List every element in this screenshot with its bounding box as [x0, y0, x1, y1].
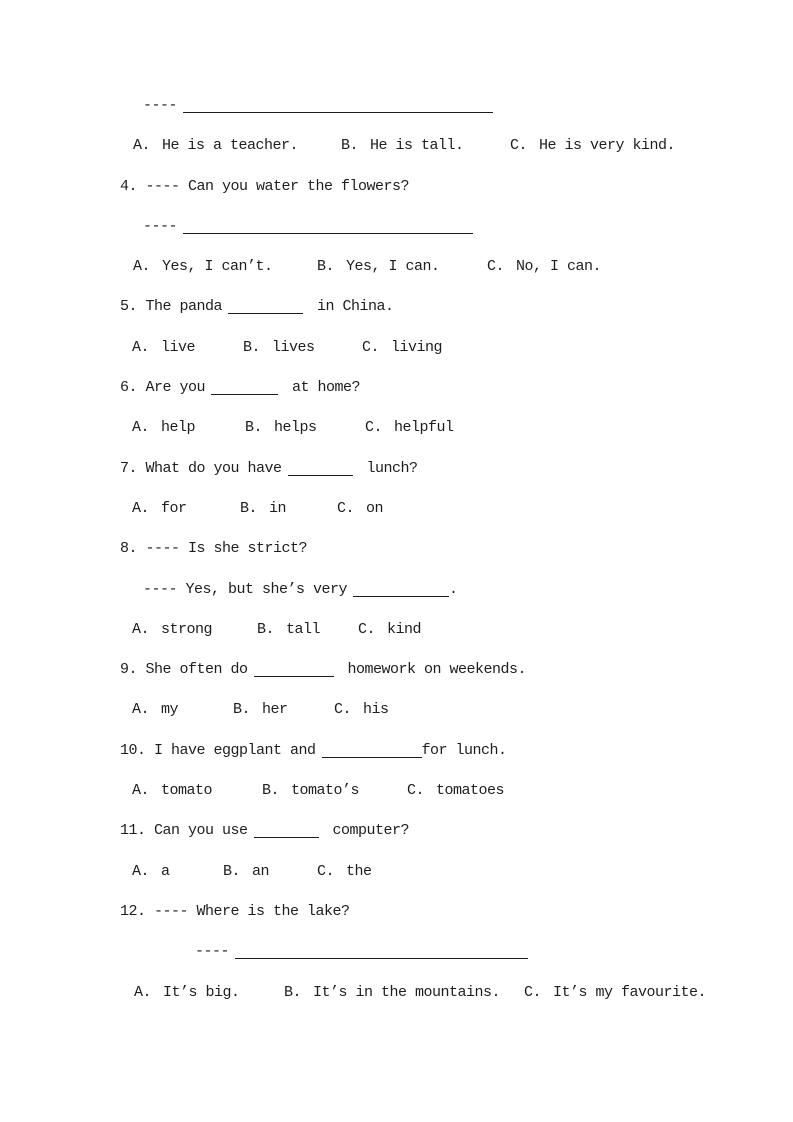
question-3-option-a: [133, 126, 298, 166]
question-10-option-b: [262, 771, 359, 811]
question-11-option-a: [132, 852, 170, 892]
question-8-prompt: 8. ---- Is she strict?: [120, 540, 308, 558]
option-text: Yes, I can’t.: [162, 258, 273, 276]
option-text: No, I can.: [516, 258, 602, 276]
option-text: It’s in the mountains.: [313, 983, 501, 1001]
option-text: strong: [161, 620, 213, 638]
question-5-option-b: [243, 328, 315, 368]
prompt-text: 5. The panda: [120, 298, 223, 316]
prompt-text: at home?: [292, 379, 361, 397]
option-text: an: [252, 862, 270, 880]
option-text: for: [161, 499, 187, 517]
prompt-text: computer?: [332, 822, 410, 840]
question-3-option-b: [341, 126, 464, 166]
option-text: lives: [272, 338, 315, 356]
option-text: helps: [274, 419, 317, 437]
question-4-reply-dashes: ----: [143, 217, 178, 235]
option-label: A.: [132, 338, 150, 356]
answer-blank: [288, 461, 353, 476]
question-5-options-row: [120, 328, 783, 368]
option-text: He is a teacher.: [162, 137, 299, 155]
question-7-option-c: [337, 489, 383, 529]
option-label: B.: [243, 338, 261, 356]
question-12-reply-line: [120, 932, 783, 972]
option-text: He is very kind.: [539, 137, 676, 155]
question-9-option-c: [334, 690, 389, 730]
option-text: helpful: [394, 419, 454, 437]
question-7-options-row: [120, 489, 783, 529]
question-12-reply-dashes: ----: [195, 943, 230, 961]
option-label: C.: [334, 701, 352, 719]
question-11-options-row: [120, 852, 783, 892]
question-9-option-b: [233, 690, 288, 730]
option-label: A.: [132, 862, 150, 880]
option-label: A.: [132, 499, 150, 517]
question-6-prompt: [120, 368, 783, 408]
answer-blank: [254, 662, 334, 677]
option-text: Yes, I can.: [346, 258, 440, 276]
question-5-prompt: [120, 287, 783, 327]
worksheet-content: [120, 86, 783, 1013]
prompt-text: in China.: [317, 298, 394, 316]
option-label: B.: [240, 499, 258, 517]
answer-blank: [353, 582, 449, 597]
option-label: C.: [337, 499, 355, 517]
question-6-options-row: [120, 408, 783, 448]
question-3-reply-line: [120, 86, 783, 126]
option-label: A.: [133, 137, 151, 155]
option-text: kind: [387, 620, 422, 638]
option-label: C.: [362, 338, 380, 356]
question-12-prompt: 12. ---- Where is the lake?: [120, 902, 350, 920]
question-7-option-b: [240, 489, 286, 529]
option-label: C.: [524, 983, 542, 1001]
answer-blank: [235, 944, 528, 959]
option-label: C.: [510, 137, 528, 155]
question-4-reply-line: [120, 207, 783, 247]
option-text: It’s big.: [163, 983, 240, 1001]
option-label: C.: [358, 620, 376, 638]
answer-blank: [254, 823, 319, 838]
question-6-option-a: [132, 408, 195, 448]
option-label: B.: [233, 701, 251, 719]
question-6-option-c: [365, 408, 454, 448]
option-label: B.: [223, 862, 241, 880]
prompt-text: homework on weekends.: [347, 661, 527, 679]
option-text: tall: [286, 620, 321, 638]
question-10-options-row: [120, 771, 783, 811]
question-3-reply-dashes: ----: [143, 97, 178, 114]
option-text: a: [161, 862, 170, 880]
question-8-option-b: [257, 610, 320, 650]
option-text: It’s my favourite.: [553, 983, 707, 1001]
option-label: B.: [257, 620, 275, 638]
question-4-options-row: [120, 247, 783, 287]
question-11-option-c: [317, 852, 372, 892]
prompt-text: lunch?: [366, 459, 418, 477]
option-label: C.: [407, 782, 425, 800]
question-5-option-c: [362, 328, 442, 368]
option-text: tomato’s: [291, 782, 360, 800]
answer-blank: [183, 219, 473, 234]
question-11-option-b: [223, 852, 269, 892]
question-8-reply-line: [120, 570, 783, 610]
question-9-option-a: [132, 690, 178, 730]
option-label: A.: [133, 258, 151, 276]
option-label: B.: [317, 258, 335, 276]
option-label: B.: [262, 782, 280, 800]
question-4-option-b: [317, 247, 440, 287]
option-label: B.: [284, 983, 302, 1001]
option-text: living: [391, 338, 443, 356]
question-8-option-a: [132, 610, 212, 650]
option-text: in: [269, 499, 287, 517]
option-label: A.: [132, 782, 150, 800]
option-label: B.: [245, 419, 263, 437]
answer-blank: [228, 299, 303, 314]
option-label: C.: [487, 258, 505, 276]
option-label: C.: [365, 419, 383, 437]
option-text: help: [161, 419, 196, 437]
prompt-text: 6. Are you: [120, 379, 206, 397]
reply-text: .: [449, 580, 458, 598]
question-8-options-row: [120, 610, 783, 650]
option-label: A.: [132, 701, 150, 719]
option-text: her: [262, 701, 288, 719]
question-10-option-a: [132, 771, 212, 811]
question-3-option-c: [510, 126, 675, 166]
question-7-prompt: [120, 449, 783, 489]
option-text: my: [161, 701, 179, 719]
prompt-text: 11. Can you use: [120, 822, 248, 840]
question-4-option-c: [487, 247, 601, 287]
question-12-option-c: [524, 973, 706, 1013]
answer-blank: [211, 380, 278, 395]
answer-blank: [183, 98, 493, 113]
option-text: on: [366, 499, 384, 517]
prompt-text: 9. She often do: [120, 661, 248, 679]
prompt-text: 7. What do you have: [120, 459, 282, 477]
question-5-option-a: [132, 328, 195, 368]
option-label: B.: [341, 137, 359, 155]
question-9-prompt: [120, 650, 783, 690]
option-label: A.: [134, 983, 152, 1001]
option-label: A.: [132, 620, 150, 638]
question-12-options-row: [120, 973, 783, 1013]
reply-text: ---- Yes, but she’s very: [143, 580, 348, 598]
question-10-option-c: [407, 771, 504, 811]
option-text: his: [363, 701, 389, 719]
option-text: the: [346, 862, 372, 880]
option-text: tomato: [161, 782, 213, 800]
question-8-option-c: [358, 610, 421, 650]
prompt-text: for lunch.: [421, 741, 507, 759]
question-11-prompt: [120, 811, 783, 851]
question-4-option-a: [133, 247, 273, 287]
question-4-prompt: 4. ---- Can you water the flowers?: [120, 177, 410, 195]
question-12-option-b: [284, 973, 500, 1013]
prompt-text: 10. I have eggplant and: [120, 741, 316, 759]
option-text: live: [161, 338, 196, 356]
question-10-prompt: [120, 731, 783, 771]
option-label: A.: [132, 419, 150, 437]
answer-blank: [322, 743, 422, 758]
question-12-option-a: [134, 973, 240, 1013]
question-7-option-a: [132, 489, 187, 529]
option-text: He is tall.: [370, 137, 464, 155]
option-text: tomatoes: [436, 782, 505, 800]
option-label: C.: [317, 862, 335, 880]
question-3-options-row: [120, 126, 783, 166]
question-6-option-b: [245, 408, 317, 448]
question-9-options-row: [120, 690, 783, 730]
